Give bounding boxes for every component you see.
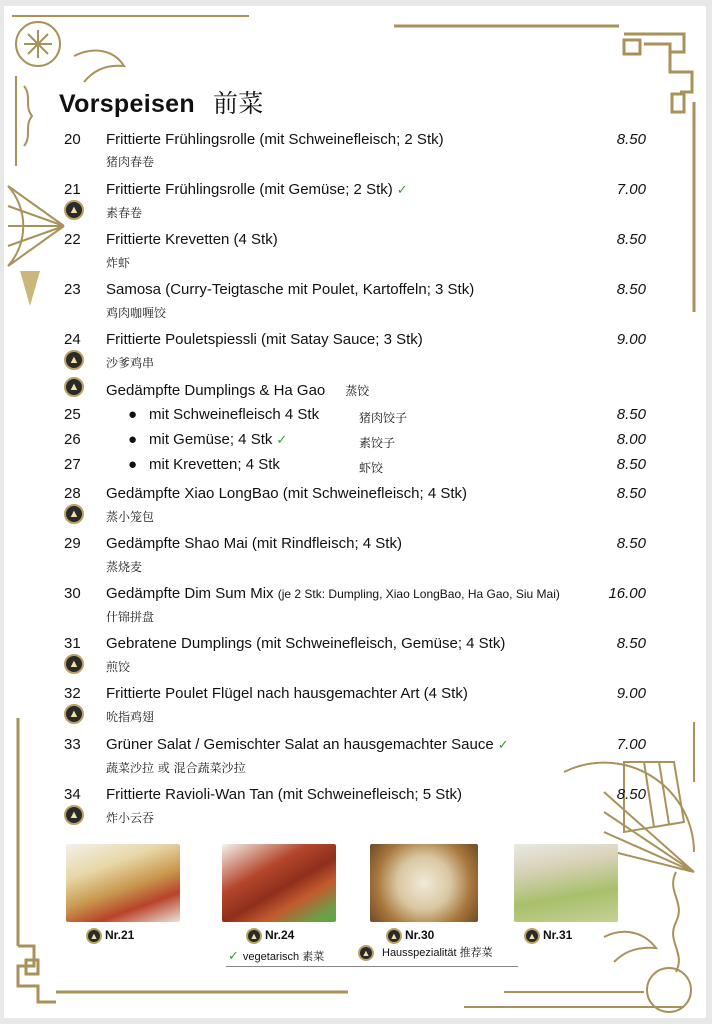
bullet: ● — [128, 431, 138, 448]
legend-house-text: Hausspezialität 推荐菜 — [382, 947, 493, 959]
legend-underline — [226, 966, 518, 967]
item-number: 33 — [64, 736, 81, 753]
item-price: 8.50 — [616, 786, 646, 803]
caption-label: Nr.30 — [405, 928, 435, 943]
vegetarian-icon: ✓ — [228, 948, 239, 963]
item-name-text: Grüner Salat / Gemischter Salat an hausgemachter Sauce — [106, 736, 494, 753]
item-price: 16.00 — [608, 585, 646, 602]
house-special-icon: ▲ — [386, 928, 402, 944]
item-zh: 沙爹鸡串 — [106, 356, 155, 370]
house-special-icon: ▲ — [64, 504, 84, 524]
item-number: 27 — [64, 456, 81, 473]
item-price: 9.00 — [616, 685, 646, 702]
item-price: 8.00 — [616, 431, 646, 448]
item-number: 21 — [64, 181, 81, 198]
item-name — [106, 585, 560, 602]
item-price: 8.50 — [616, 635, 646, 652]
title-de: Vorspeisen — [59, 90, 195, 118]
house-special-icon: ▲ — [86, 928, 102, 944]
item-name — [106, 181, 408, 198]
option-name — [149, 431, 287, 448]
dumplings-zh: 蒸饺 — [345, 384, 370, 398]
photo-caption — [386, 928, 434, 944]
item-number: 23 — [64, 281, 81, 298]
item-name: Frittierte Frühlingsrolle (mit Schweinefleisch; 2 Stk) — [106, 131, 444, 148]
photo-spring-rolls — [66, 844, 180, 922]
photo-fried-dumplings — [514, 844, 618, 922]
item-price: 7.00 — [616, 736, 646, 753]
item-name-text: Frittierte Frühlingsrolle (mit Gemüse; 2 Stk) — [106, 181, 393, 198]
photo-chicken-skewers — [222, 844, 336, 922]
item-price: 8.50 — [616, 485, 646, 502]
dumplings-name: Gedämpfte Dumplings & Ha Gao — [106, 382, 326, 399]
item-detail: (je 2 Stk: Dumpling, Xiao LongBao, Ha Gao, Siu Mai) — [277, 587, 560, 601]
photo-caption — [86, 928, 134, 944]
house-special-icon: ▲ — [524, 928, 540, 944]
item-zh: 蔬菜沙拉 或 混合蔬菜沙拉 — [106, 761, 246, 775]
option-zh: 猪肉饺子 — [359, 411, 408, 425]
item-name: Frittierte Poulet Flügel nach hausgemachter Art (4 Stk) — [106, 685, 468, 702]
item-number: 34 — [64, 786, 81, 803]
photo-caption — [246, 928, 294, 944]
item-number: 32 — [64, 685, 81, 702]
caption-label: Nr.31 — [543, 928, 573, 943]
legend-house — [358, 944, 493, 961]
item-zh: 鸡肉咖喱饺 — [106, 306, 167, 320]
dumplings-heading — [106, 382, 369, 399]
item-number: 28 — [64, 485, 81, 502]
item-price: 8.50 — [616, 281, 646, 298]
option-name: mit Schweinefleisch 4 Stk — [149, 406, 320, 423]
house-special-icon: ▲ — [64, 654, 84, 674]
house-special-icon: ▲ — [64, 200, 84, 220]
item-number: 22 — [64, 231, 81, 248]
house-special-icon: ▲ — [358, 945, 374, 961]
vegetarian-icon: ✓ — [497, 737, 509, 752]
house-special-icon: ▲ — [64, 350, 84, 370]
item-zh: 猪肉春卷 — [106, 155, 155, 169]
item-name: Samosa (Curry-Teigtasche mit Poulet, Kartoffeln; 3 Stk) — [106, 281, 475, 298]
item-number: 29 — [64, 535, 81, 552]
item-price: 8.50 — [616, 406, 646, 423]
item-zh: 素春卷 — [106, 206, 143, 220]
house-special-icon: ▲ — [64, 805, 84, 825]
option-zh: 素饺子 — [359, 436, 396, 450]
item-number: 24 — [64, 331, 81, 348]
item-price: 8.50 — [616, 231, 646, 248]
item-number: 31 — [64, 635, 81, 652]
item-name: Gebratene Dumplings (mit Schweinefleisch, Gemüse; 4 Stk) — [106, 635, 506, 652]
item-zh: 煎饺 — [106, 660, 131, 674]
photo-caption — [524, 928, 572, 944]
bullet: ● — [128, 406, 138, 423]
item-zh: 吮指鸡翅 — [106, 710, 155, 724]
house-special-icon: ▲ — [64, 704, 84, 724]
item-name: Frittierte Pouletspiessli (mit Satay Sauce; 3 Stk) — [106, 331, 423, 348]
vegetarian-icon: ✓ — [396, 182, 408, 197]
item-name — [106, 736, 509, 753]
item-price: 8.50 — [616, 535, 646, 552]
option-name-text: mit Gemüse; 4 Stk — [149, 431, 273, 448]
option-name: mit Krevetten; 4 Stk — [149, 456, 280, 473]
item-number: 25 — [64, 406, 81, 423]
item-price: 9.00 — [616, 331, 646, 348]
item-zh: 什锦拼盘 — [106, 610, 155, 624]
item-number: 20 — [64, 131, 81, 148]
item-name: Gedämpfte Shao Mai (mit Rindfleisch; 4 Stk) — [106, 535, 402, 552]
page-title — [59, 84, 264, 120]
photo-dim-sum — [370, 844, 478, 922]
caption-label: Nr.24 — [265, 928, 295, 943]
menu-page — [4, 6, 706, 1018]
caption-label: Nr.21 — [105, 928, 135, 943]
item-name: Frittierte Ravioli-Wan Tan (mit Schweinefleisch; 5 Stk) — [106, 786, 462, 803]
legend-veg-text: vegetarisch 素菜 — [242, 951, 325, 963]
item-name: Frittierte Krevetten (4 Stk) — [106, 231, 278, 248]
bullet: ● — [128, 456, 138, 473]
item-number: 26 — [64, 431, 81, 448]
vegetarian-icon: ✓ — [276, 432, 288, 447]
item-number: 30 — [64, 585, 81, 602]
house-special-icon: ▲ — [246, 928, 262, 944]
item-zh: 炸小云吞 — [106, 811, 155, 825]
option-zh: 虾饺 — [359, 461, 384, 475]
item-zh: 蒸小笼包 — [106, 510, 155, 524]
legend-vegetarian — [228, 948, 324, 964]
item-price: 7.00 — [616, 181, 646, 198]
item-zh: 炸虾 — [106, 256, 131, 270]
item-name-text: Gedämpfte Dim Sum Mix — [106, 585, 274, 602]
item-name: Gedämpfte Xiao LongBao (mit Schweinefleisch; 4 Stk) — [106, 485, 468, 502]
item-zh: 蒸烧麦 — [106, 560, 143, 574]
house-special-icon: ▲ — [64, 377, 84, 397]
item-price: 8.50 — [616, 456, 646, 473]
title-zh: 前菜 — [212, 89, 264, 118]
item-price: 8.50 — [616, 131, 646, 148]
